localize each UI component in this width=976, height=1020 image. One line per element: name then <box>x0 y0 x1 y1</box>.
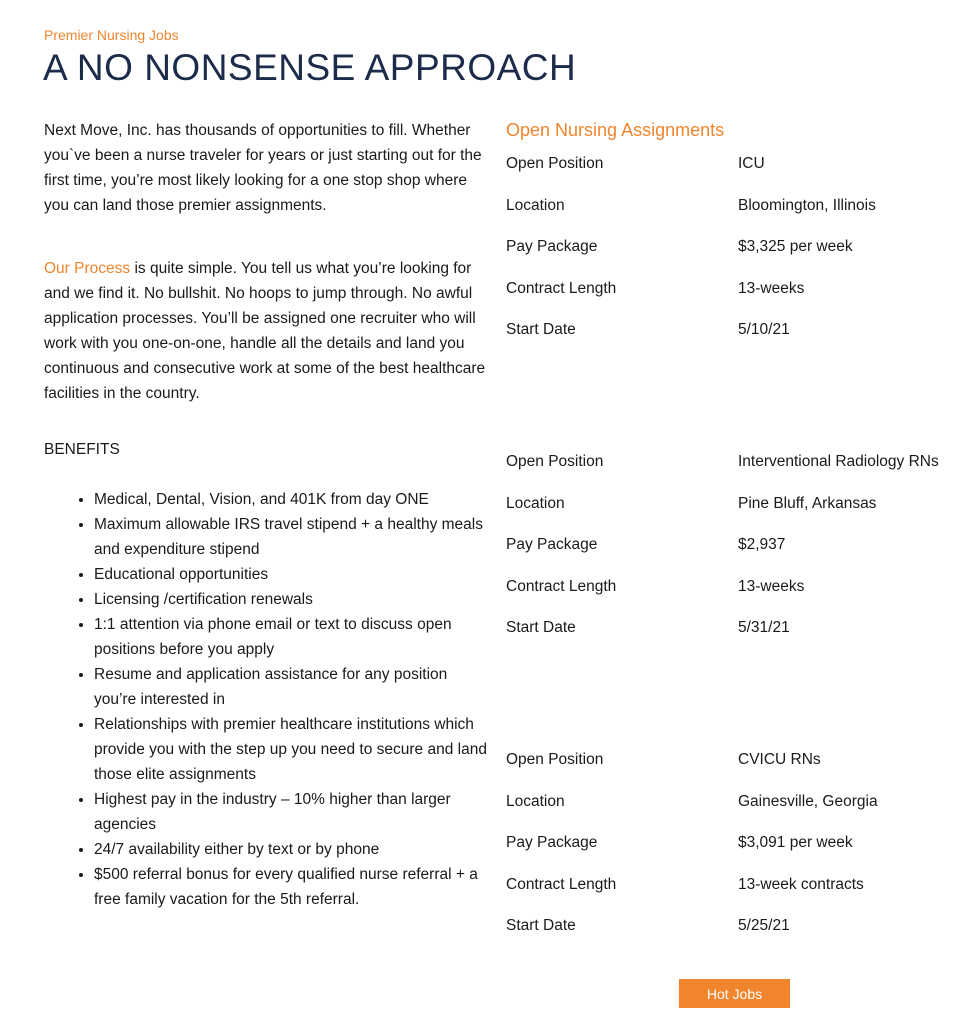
value-open-position: CVICU RNs <box>738 751 821 768</box>
value-start-date: 5/31/21 <box>738 619 790 636</box>
job-row-pay <box>506 536 976 578</box>
list-item: • 1:1 attention via phone email or text to discuss open positions before you apply <box>94 612 489 662</box>
hot-jobs-button[interactable]: Hot Jobs <box>679 979 790 1008</box>
value-location: Gainesville, Georgia <box>738 792 878 810</box>
label-location: Location <box>506 196 565 214</box>
value-start-date: 5/10/21 <box>738 321 790 338</box>
job-row-position <box>506 751 976 793</box>
list-item: • Relationships with premier healthcare institutions which provide you with the step up you need to secure and land those elite assignments <box>94 712 489 787</box>
process-paragraph <box>44 256 489 406</box>
label-contract-length: Contract Length <box>506 577 617 595</box>
list-item: • Resume and application assistance for any position you’re interested in <box>94 662 489 712</box>
value-contract-length: 13-week contracts <box>738 875 864 893</box>
label-contract-length: Contract Length <box>506 279 617 297</box>
job-row-position <box>506 155 976 197</box>
benefits-list <box>44 487 489 912</box>
intro-column <box>44 118 489 912</box>
job-row-pay <box>506 238 976 280</box>
intro-paragraph: Next Move, Inc. has thousands of opportunities to fill. Whether you`ve been a nurse traveler for years or just starting out for the first time, you’re most likely looking for a one stop shop where you can land those premier assignments. <box>44 122 482 214</box>
job-listing-2 <box>506 453 976 661</box>
value-pay-package: $2,937 <box>738 536 786 553</box>
value-contract-length: 13-weeks <box>738 577 805 595</box>
page-eyebrow: Premier Nursing Jobs <box>44 27 179 43</box>
value-pay-package: $3,091 per week <box>738 834 853 851</box>
label-pay-package: Pay Package <box>506 238 598 255</box>
job-row-length <box>506 578 976 620</box>
value-open-position: Interventional Radiology RNs <box>738 453 939 470</box>
job-row-length <box>506 876 976 918</box>
value-contract-length: 13-weeks <box>738 279 805 297</box>
label-start-date: Start Date <box>506 321 576 338</box>
job-row-start <box>506 321 976 363</box>
value-open-position: ICU <box>738 155 765 172</box>
list-item: • $500 referral bonus for every qualified nurse referral + a free family vacation for the 5th referral. <box>94 862 489 912</box>
page-title: A NO NONSENSE APPROACH <box>43 47 577 88</box>
label-pay-package: Pay Package <box>506 834 598 851</box>
list-item: • Licensing /certification renewals <box>94 587 489 612</box>
label-open-position: Open Position <box>506 155 604 172</box>
label-open-position: Open Position <box>506 453 604 470</box>
job-row-pay <box>506 834 976 876</box>
label-location: Location <box>506 792 565 810</box>
job-row-start <box>506 619 976 661</box>
value-location: Bloomington, Illinois <box>738 196 876 214</box>
job-row-length <box>506 280 976 322</box>
job-row-location <box>506 197 976 239</box>
job-row-location <box>506 793 976 835</box>
value-location: Pine Bluff, Arkansas <box>738 494 877 512</box>
label-start-date: Start Date <box>506 917 576 934</box>
job-listing-3 <box>506 751 976 959</box>
label-contract-length: Contract Length <box>506 875 617 893</box>
list-item: • Highest pay in the industry – 10% higher than larger agencies <box>94 787 489 837</box>
label-pay-package: Pay Package <box>506 536 598 553</box>
assignments-heading: Open Nursing Assignments <box>506 120 725 140</box>
label-location: Location <box>506 494 565 512</box>
our-process-link[interactable]: Our Process <box>44 260 131 277</box>
list-item: • Maximum allowable IRS travel stipend + a healthy meals and expenditure stipend <box>94 512 489 562</box>
job-row-location <box>506 495 976 537</box>
list-item: • 24/7 availability either by text or by phone <box>94 837 489 862</box>
process-text: is quite simple. You tell us what you’re looking for and we find it. No bullshit. No hoops to jump through. No awful application processes. You’ll be assigned one recruiter who will work with you one-on-one, handle all the details and land you continuous and consecutive work at some of the best healthcare facilities in the country. <box>44 260 486 402</box>
benefits-heading: BENEFITS <box>44 441 120 458</box>
list-item: • Educational opportunities <box>94 562 489 587</box>
assignments-column <box>506 117 976 934</box>
value-pay-package: $3,325 per week <box>738 238 853 255</box>
value-start-date: 5/25/21 <box>738 917 790 934</box>
label-open-position: Open Position <box>506 751 604 768</box>
job-row-position <box>506 453 976 495</box>
job-listing-1 <box>506 155 976 363</box>
label-start-date: Start Date <box>506 619 576 636</box>
list-item: • Medical, Dental, Vision, and 401K from day ONE <box>94 487 489 512</box>
job-row-start <box>506 917 976 959</box>
